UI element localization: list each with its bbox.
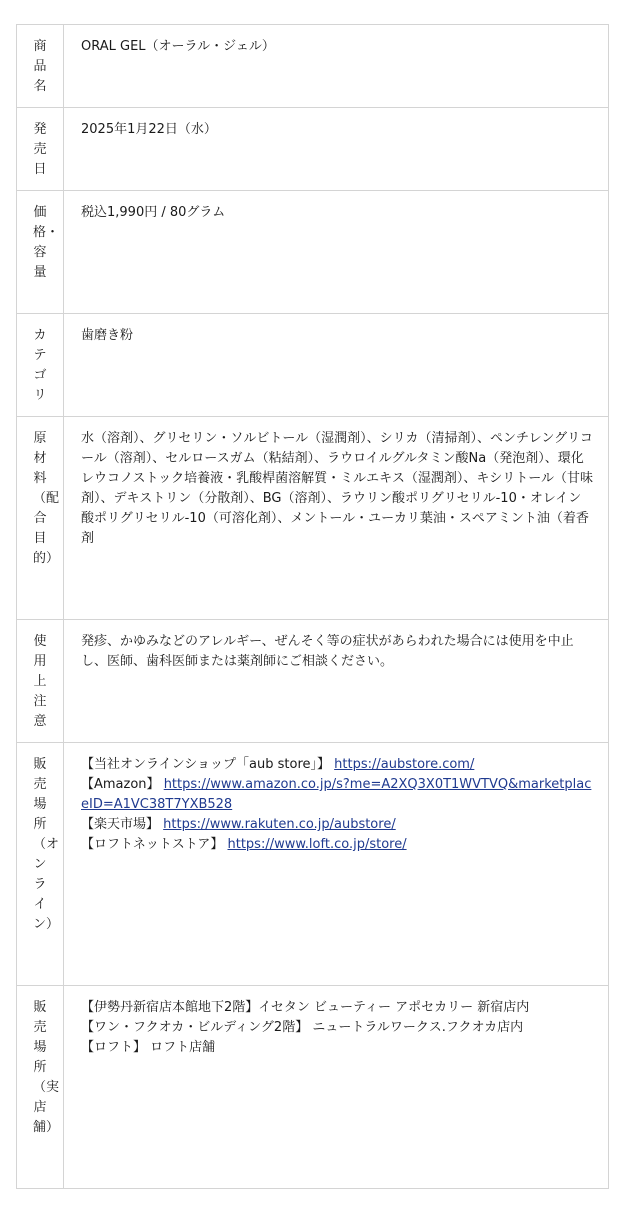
row-label: 販売場所（実店舗）	[17, 986, 64, 1189]
release-date-value: 2025年1月22日（水）	[64, 108, 609, 191]
product-name-value: ORAL GEL（オーラル・ジェル）	[64, 25, 609, 108]
row-label: 原材料（配合目的）	[17, 417, 64, 620]
row-label: 価格・容量	[17, 191, 64, 314]
store-line: 【Amazon】 https://www.amazon.co.jp/s?me=A2XQ3X0T1WVTVQ&marketplaceID=A1VC38T7YXB528	[81, 777, 592, 812]
price-value: 税込1,990円 / 80グラム	[64, 191, 609, 314]
ingredients-value: 水（溶剤）、グリセリン・ソルビトール（湿潤剤）、シリカ（清掃剤）、ペンチレングリコール（溶剤）、セルロースガム（粘結剤）、ラウロイルグルタミン酸Na（発泡剤）、環化レウコノストック培養液・乳酸桿菌溶解質・ミルエキス（湿潤剤）、キシリトール（甘味剤）、デキストリン（分散剤）、BG（溶剤）、ラウリン酸ポリグリセリル-10・オレイン酸ポリグリセリル-10（可溶化剤）、メントール・ユーカリ葉油・スペアミント油（着香剤	[64, 417, 609, 620]
row-label: 使用上注意	[17, 620, 64, 743]
table-row	[17, 314, 609, 417]
store-line: 【ワン・フクオカ・ビルディング2階】 ニュートラルワークス.フクオカ店内	[81, 1020, 524, 1035]
table-row	[17, 108, 609, 191]
table-row	[17, 620, 609, 743]
store-line: 【ロフトネットストア】 https://www.loft.co.jp/store/	[81, 837, 407, 852]
online-stores-value	[64, 743, 609, 986]
caution-value: 発疹、かゆみなどのアレルギー、ぜんそく等の症状があらわれた場合には使用を中止し、医師、歯科医師または薬剤師にご相談ください。	[64, 620, 609, 743]
row-label: 発売日	[17, 108, 64, 191]
store-line: 【当社オンラインショップ「aub store」】 https://aubstore.com/	[81, 757, 475, 772]
aubstore-link[interactable]: https://aubstore.com/	[334, 757, 475, 772]
store-line: 【ロフト】 ロフト店舗	[81, 1040, 216, 1055]
physical-stores-value	[64, 986, 609, 1189]
store-line: 【楽天市場】 https://www.rakuten.co.jp/aubstore/	[81, 817, 396, 832]
table-row	[17, 191, 609, 314]
row-label: 販売場所（オンライン）	[17, 743, 64, 986]
table-row	[17, 743, 609, 986]
table-row	[17, 25, 609, 108]
category-value: 歯磨き粉	[64, 314, 609, 417]
amazon-link[interactable]: https://www.amazon.co.jp/s?me=A2XQ3X0T1WVTVQ&marketplaceID=A1VC38T7YXB528	[81, 777, 592, 812]
table-row	[17, 986, 609, 1189]
product-spec-table	[16, 24, 609, 1189]
loft-link[interactable]: https://www.loft.co.jp/store/	[227, 837, 407, 852]
table-row	[17, 417, 609, 620]
store-line: 【伊勢丹新宿店本館地下2階】イセタン ビューティー アポセカリー 新宿店内	[81, 1000, 530, 1015]
row-label: カテゴリ	[17, 314, 64, 417]
row-label: 商品名	[17, 25, 64, 108]
rakuten-link[interactable]: https://www.rakuten.co.jp/aubstore/	[163, 817, 396, 832]
